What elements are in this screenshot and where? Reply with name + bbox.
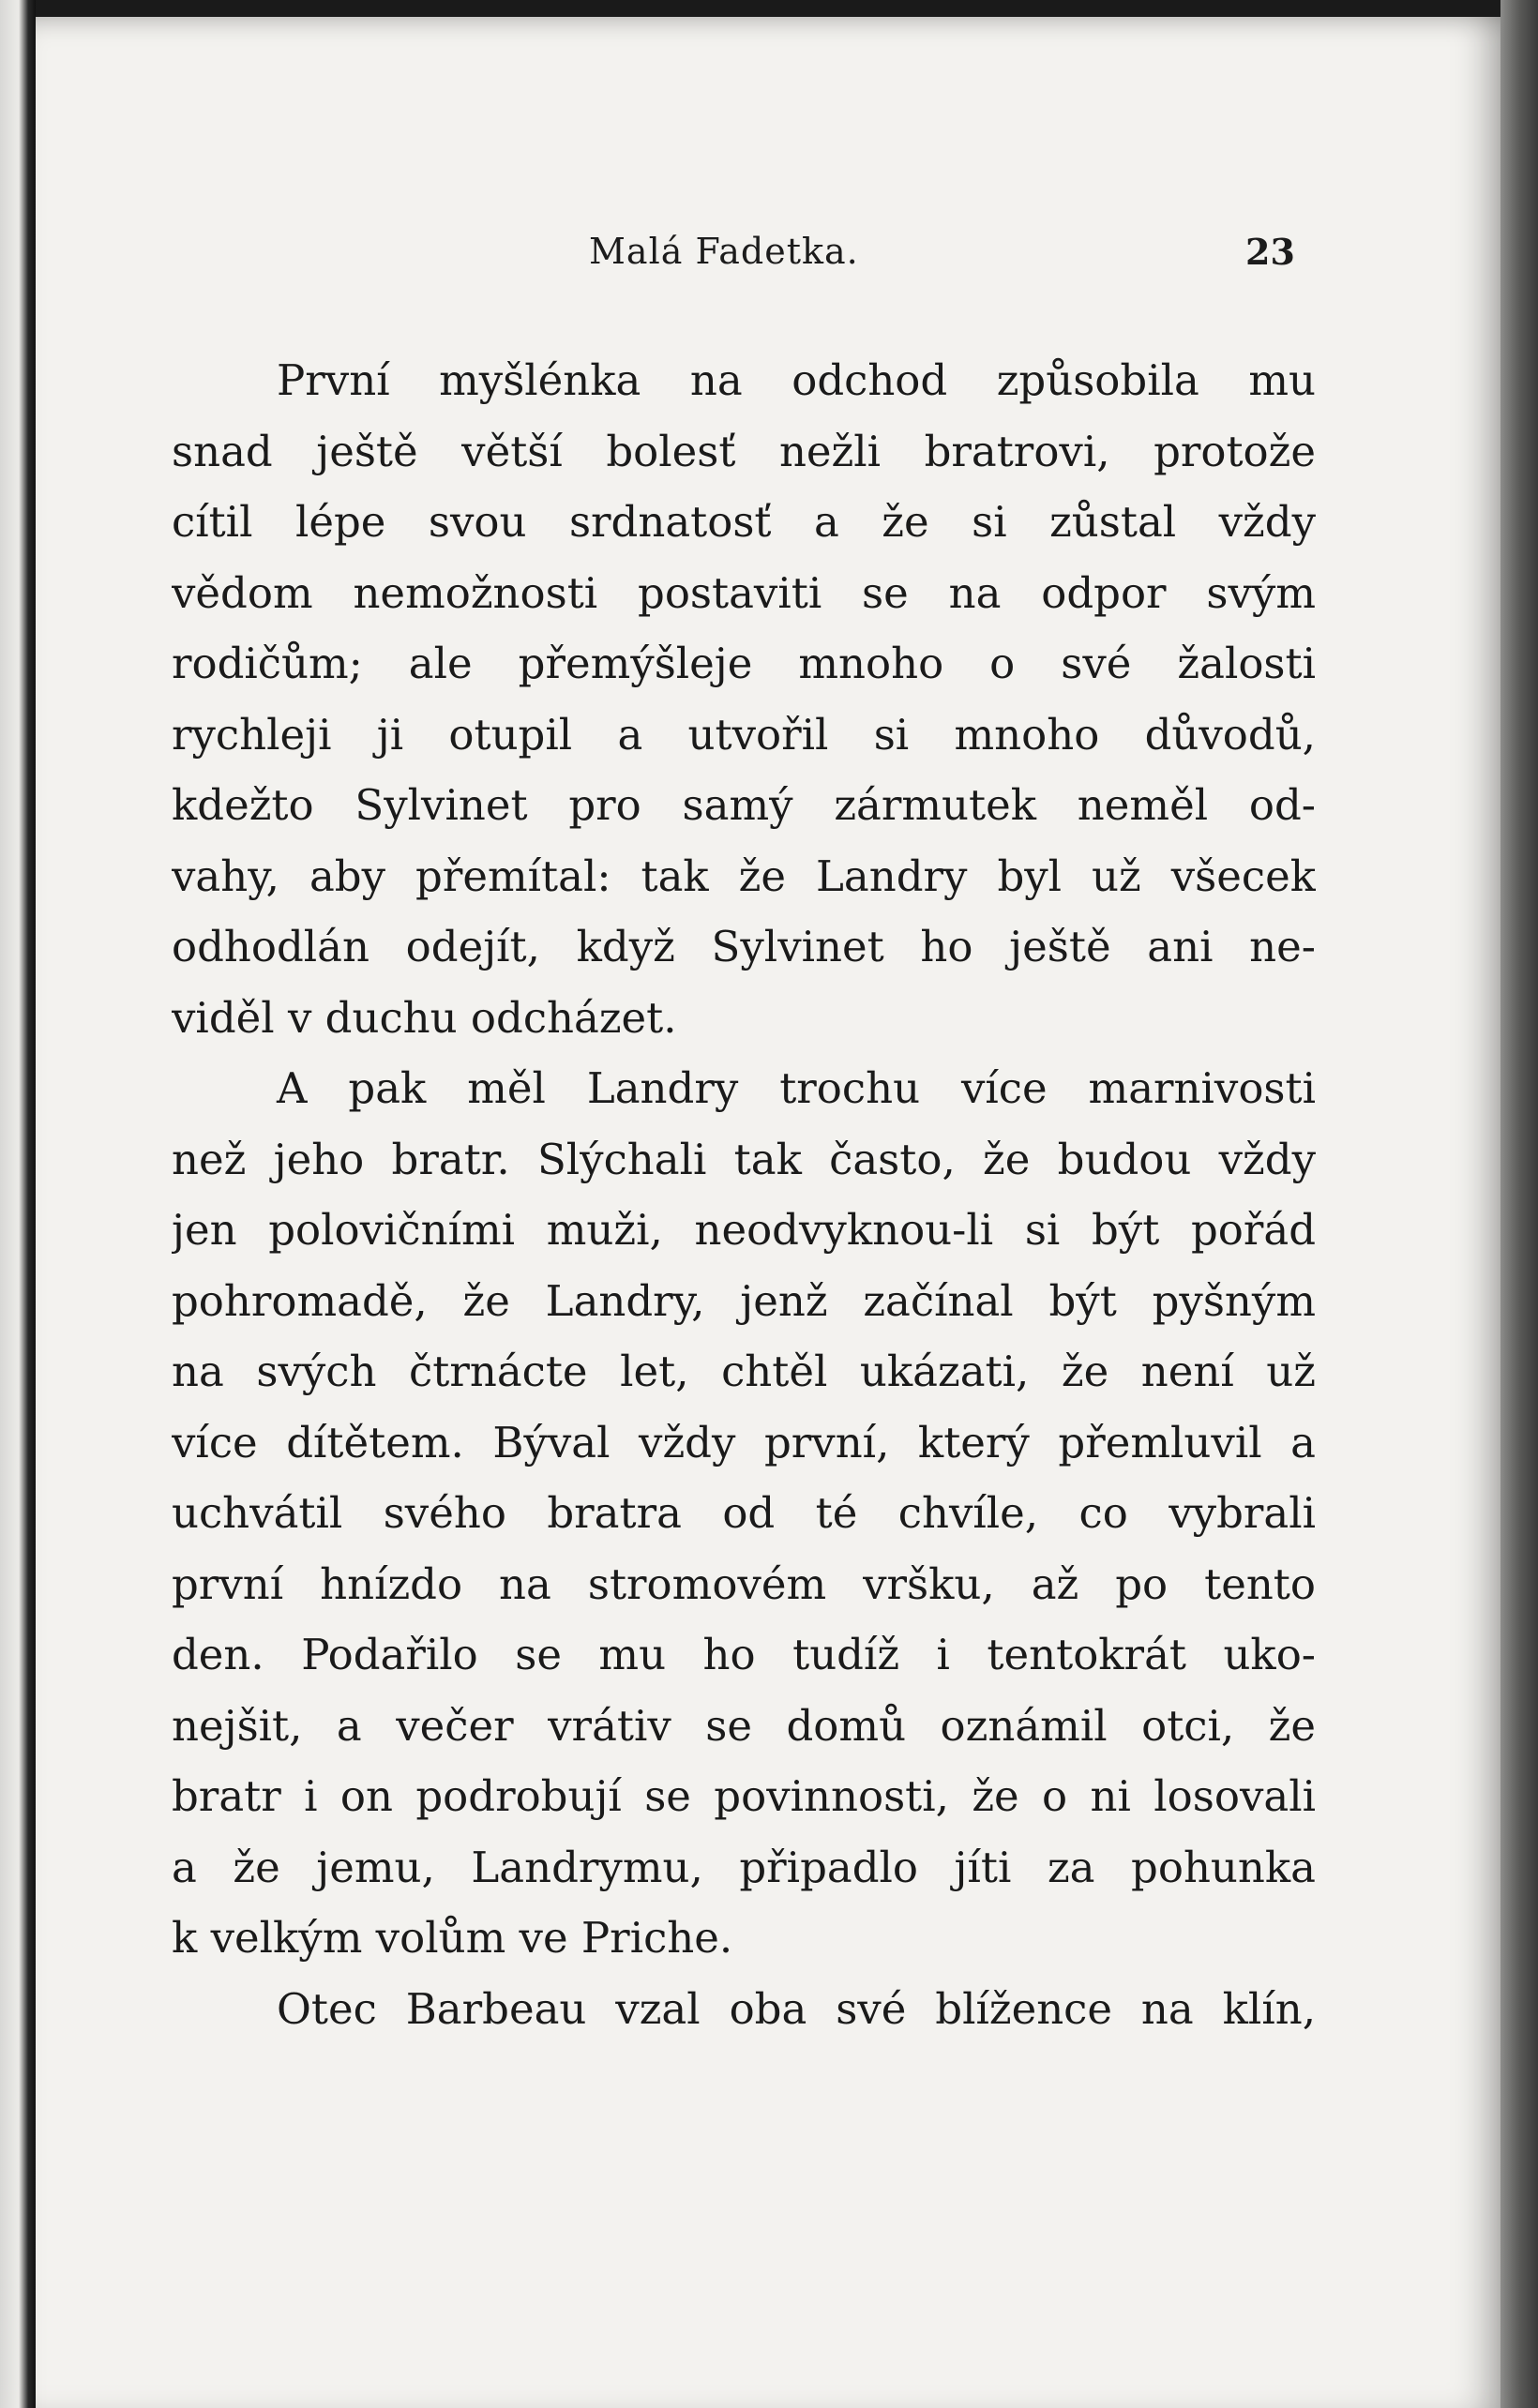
text-line: a že jemu, Landrymu, připadlo jíti za pohunka (172, 1842, 1316, 1892)
text-line: bratr i on podrobují se povinnosti, že o ni losovali (172, 1771, 1316, 1821)
text-line: pohromadě, že Landry, jenž začínal být pyšným (172, 1275, 1316, 1326)
text-line: První myšlénka na odchod způsobila mu (277, 355, 1316, 405)
text-line: kdežto Sylvinet pro samý zármutek neměl od- (172, 780, 1316, 830)
page-right-edge (1500, 0, 1538, 2408)
text-line: cítil lépe svou srdnatosť a že si zůstal vždy (172, 497, 1316, 547)
text-line: viděl v duchu odcházet. (172, 992, 677, 1043)
body-text (172, 345, 1316, 2044)
running-head (36, 231, 1500, 278)
text-line: první hnízdo na stromovém vršku, až po tento (172, 1558, 1316, 1609)
text-line: A pak měl Landry trochu více marnivosti (277, 1063, 1316, 1113)
text-line: den. Podařilo se mu ho tudíž i tentokrát uko- (172, 1630, 1316, 1679)
text-line: k velkým volům ve Priche. (172, 1913, 733, 1963)
text-line: na svých čtrnácte let, chtěl ukázati, že není už (172, 1347, 1316, 1396)
text-line: více dítětem. Býval vždy první, který přemluvil a (172, 1417, 1316, 1467)
text-line: vědom nemožnosti postaviti se na odpor svým (172, 567, 1316, 618)
text-line: rodičům; ale přemýšleje mnoho o své žalosti (172, 639, 1316, 688)
text-line: než jeho bratr. Slýchali tak často, že budou vždy (172, 1134, 1316, 1184)
text-line: vahy, aby přemítal: tak že Landry byl už všecek (172, 850, 1316, 901)
text-line: jen polovičními muži, neodvyknou-li si být pořád (172, 1205, 1316, 1255)
text-line: uchvátil svého bratra od té chvíle, co vybrali (172, 1488, 1316, 1538)
page-number: 23 (1245, 231, 1295, 273)
book-spine-edge (0, 0, 36, 2408)
running-title: Malá Fadetka. (589, 231, 859, 272)
text-line: Otec Barbeau vzal oba své blížence na klín, (277, 1983, 1316, 2034)
text-line: rychleji ji otupil a utvořil si mnoho důvodů, (172, 709, 1316, 760)
text-line: snad ještě větší bolesť nežli bratrovi, protože (172, 426, 1316, 476)
text-line: nejšit, a večer vrátiv se domů oznámil otci, že (172, 1700, 1316, 1751)
book-page (36, 17, 1500, 2408)
text-line: odhodlán odejít, když Sylvinet ho ještě ani ne- (172, 922, 1316, 971)
